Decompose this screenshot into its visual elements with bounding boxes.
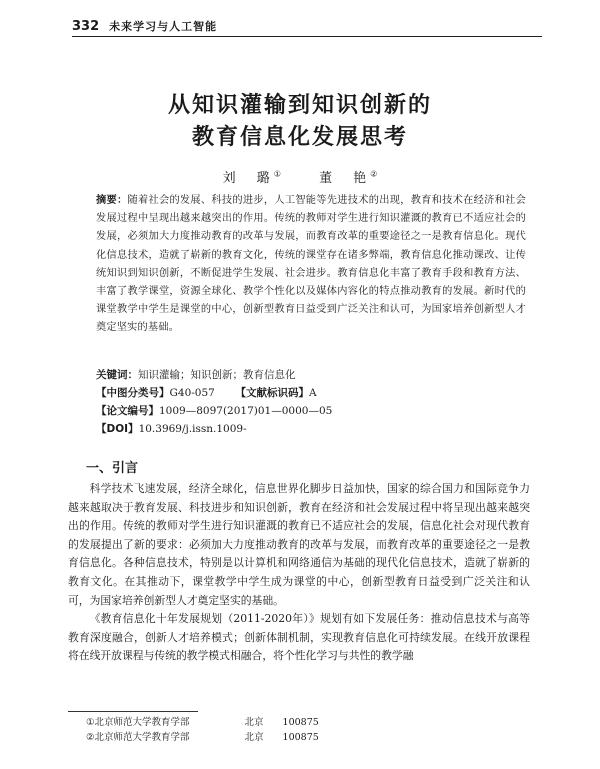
article-number-label: 【论文编号】	[96, 405, 159, 417]
classification-line	[96, 384, 526, 402]
doi-value: 10.3969/j.issn.1009-	[138, 423, 247, 435]
body-paragraph: 《教育信息化十年发展规划（2011-2020年）》规划有如下发展任务：推动信息技术与高等教育深度融合，创新人才培养模式；创新体制机制，实现教育信息化可持续发展。在线开放课程将在线开放课程与传统的教学模式相融合，将个性化学习与共性的教学融	[68, 612, 530, 663]
article-title-line-1: 从知识灌输到知识创新的	[167, 92, 432, 118]
article-title-line-2: 教育信息化发展思考	[191, 124, 408, 150]
author-affiliation-mark: ①	[273, 169, 281, 179]
clc-value: G40-057	[169, 387, 215, 399]
footnote-postcode: 100875	[282, 717, 319, 728]
footnote-city: 北京	[244, 732, 264, 743]
footnote-postcode: 100875	[282, 732, 319, 743]
keywords	[96, 366, 526, 384]
body-paragraph: 科学技术飞速发展，经济全球化，信息世界化脚步日益加快，国家的综合国力和国际竞争力越来越取决于教育发展、科技进步和知识创新，教育在经济和社会发展过程中将呈现出越来越突出的作用。传统的教师对学生进行知识灌溉的教育已不适应社会的发展，信息化社会对现代教育的发展提出了新的要求：必须加大力度推动教育的改革与发展，而教育改革的重要途径之一是教育信息化。各种信息技术，特别是以计算机和网络通信为基础的现代化信息技术，造就了崭新的教育文化。在其推动下，课堂教学中学生成为课堂的中心，创新型教育日益受到广泛关注和认可，为国家培养创新型人才奠定坚实的基础。	[68, 482, 530, 607]
doi-line	[96, 420, 526, 438]
document-code-label: 【文献标识码】	[235, 387, 310, 399]
footnote-mark: ②	[86, 732, 95, 743]
author-affiliation-mark: ②	[370, 169, 378, 179]
footnote-mark: ①	[86, 717, 95, 728]
article-number-value: 1009—8097(2017)01—0000—05	[159, 405, 333, 417]
footnote-city: 北京	[244, 717, 264, 728]
footnote	[86, 715, 486, 730]
doi-label: 【DOI】	[96, 423, 139, 435]
article-number-line	[96, 402, 526, 420]
page-number: 332	[72, 19, 100, 34]
author-name: 刘 璐	[222, 171, 274, 186]
running-header	[72, 10, 542, 37]
abstract-label: 摘要：	[96, 195, 128, 206]
clc-label: 【中图分类号】	[96, 387, 170, 399]
section-heading: 一、引言	[86, 461, 139, 476]
footnote-divider	[68, 711, 198, 712]
footnote-affiliation: 北京师范大学教育学部	[94, 732, 190, 743]
body-text	[68, 480, 530, 666]
footnotes	[86, 715, 486, 745]
footnote-affiliation: 北京师范大学教育学部	[94, 717, 190, 728]
running-title: 未来学习与人工智能	[109, 20, 218, 33]
abstract-text: 随着社会的发展、科技的进步，人工智能等先进技术的出现，教育和技术在经济和社会发展过程中呈现出越来越突出的作用。传统的教师对学生进行知识灌溉的教育已不适应社会的发展，必须加大力度推动教育的改革与发展，而教育改革的重要途径之一是教育信息化。现代化信息技术，造就了崭新的教育文化，传统的课堂存在诸多弊端，教育信息化推动课改、让传统知识到知识创新，不断促进学生发展、社会进步。教育信息化丰富了教育手段和教育方法、丰富了教学课堂，资源全球化、教学个性化以及媒体内容化的特点推动教育的发展。新时代的课堂教学中学生是课堂的中心，创新型教育日益受到广泛关注和认可，为国家培养创新型人才奠定坚实的基础。	[96, 195, 526, 334]
document-code-value: A	[309, 387, 317, 399]
author-list	[0, 167, 600, 186]
footnote	[86, 730, 486, 745]
author-name: 董 艳	[319, 171, 371, 186]
abstract	[96, 192, 526, 338]
keywords-text: 知识灌输；知识创新；教育信息化	[138, 369, 296, 381]
keywords-label: 关键词：	[96, 369, 138, 381]
